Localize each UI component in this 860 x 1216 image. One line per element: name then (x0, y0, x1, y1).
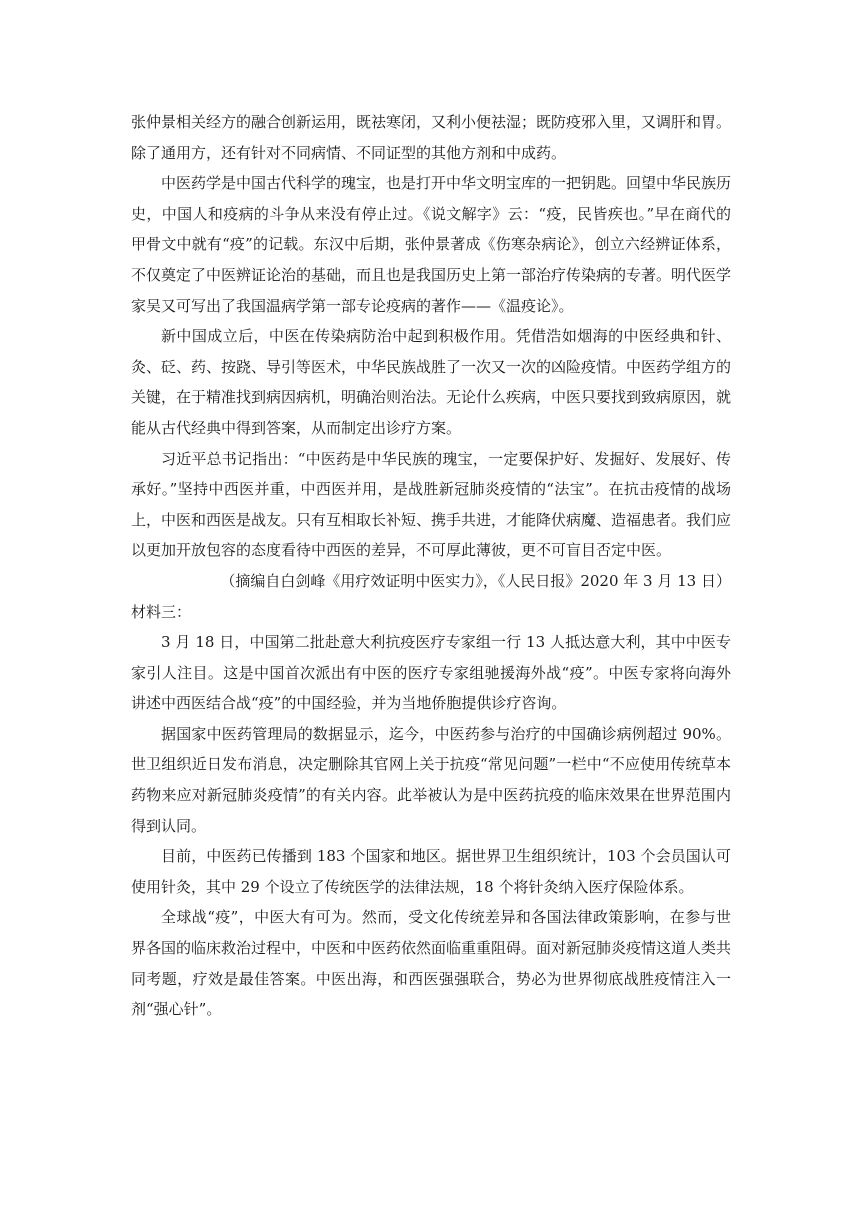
paragraph-italy-team: 3 月 18 日，中国第二批赴意大利抗疫医疗专家组一行 13 人抵达意大利，其中中医专家引人注目。这是中国首次派出有中医的医疗专家组驰援海外战“疫”。中医专家将向海外讲述中西医结合战“疫”的中国经验，并为当地侨胞提供诊疗咨询。 (131, 633, 731, 713)
paragraph-tcm-history: 中医药学是中国古代科学的瑰宝，也是打开中华文明宝库的一把钥匙。回望中华民族历史，中国人和疫病的斗争从来没有停止过。《说文解字》云：“疫，民皆疾也。”早在商代的甲骨文中就有“疫”的记载。东汉中后期，张仲景著成《伤寒杂病论》，创立六经辨证体系，不仅奠定了中医辨证论治的基础，而且也是我国历史上第一部治疗传染病的专著。明代医学家吴又可写出了我国温病学第一部专论疫病的著作——《温疫论》。 (131, 174, 732, 315)
document-body (131, 107, 731, 1025)
paragraph-who-data: 据国家中医药管理局的数据显示，迄今，中医药参与治疗的中国确诊病例超过 90%。世卫组织近日发布消息，决定删除其官网上关于抗疫“常见问题”一栏中“不应使用传统草本药物来应对新冠肺炎疫情”的有关内容。此举被认为是中医药抗疫的临床效果在世界范围内得到认同。 (131, 724, 731, 835)
material-heading: 材料三： (131, 602, 192, 621)
paragraph-new-china: 新中国成立后，中医在传染病防治中起到积极作用。凭借浩如烟海的中医经典和针、灸、砭、药、按跷、导引等医术，中华民族战胜了一次又一次的凶险疫情。中医药学组方的关键，在于精准找到病因病机，明确治则治法。无论什么疾病，中医只要找到致病原因，就能从古代经典中得到答案，从而制定出诊疗方案。 (131, 327, 732, 437)
paragraph-global-fight: 全球战“疫”，中医大有可为。然而，受文化传统差异和各国法律政策影响，在参与世界各国的临床救治过程中，中医和中医药依然面临重重阻碍。面对新冠肺炎疫情这道人类共同考题，疗效是最佳答案。中医出海，和西医强强联合，势必为世界彻底战胜疫情注入一剂“强心针”。 (131, 908, 732, 1019)
source-citation: （摘编自白剑峰《用疗效证明中医实力》，《人民日报》2020 年 3 月 13 日） (220, 571, 731, 590)
paragraph-xi-quote: 习近平总书记指出：“中医药是中华民族的瑰宝，一定要保护好、发掘好、发展好、传承好。”坚持中西医并重，中西医并用，是战胜新冠肺炎疫情的“法宝”。在抗击疫情的战场上，中医和西医是战友。只有互相取长补短、携手共进，才能降伏病魔、造福患者。我们应以更加开放包容的态度看待中西医的差异，不可厚此薄彼，更不可盲目否定中医。 (131, 449, 732, 560)
paragraph-global-spread: 目前，中医药已传播到 183 个国家和地区。据世界卫生组织统计，103 个会员国认可使用针灸，其中 29 个设立了传统医学的法律法规，18 个将针灸纳入医疗保险体系。 (131, 847, 731, 896)
paragraph-continuation: 张仲景相关经方的融合创新运用，既祛寒闭，又利小便祛湿；既防疫邪入里，又调肝和胃。除了通用方，还有针对不同病情、不同证型的其他方剂和中成药。 (131, 113, 732, 162)
